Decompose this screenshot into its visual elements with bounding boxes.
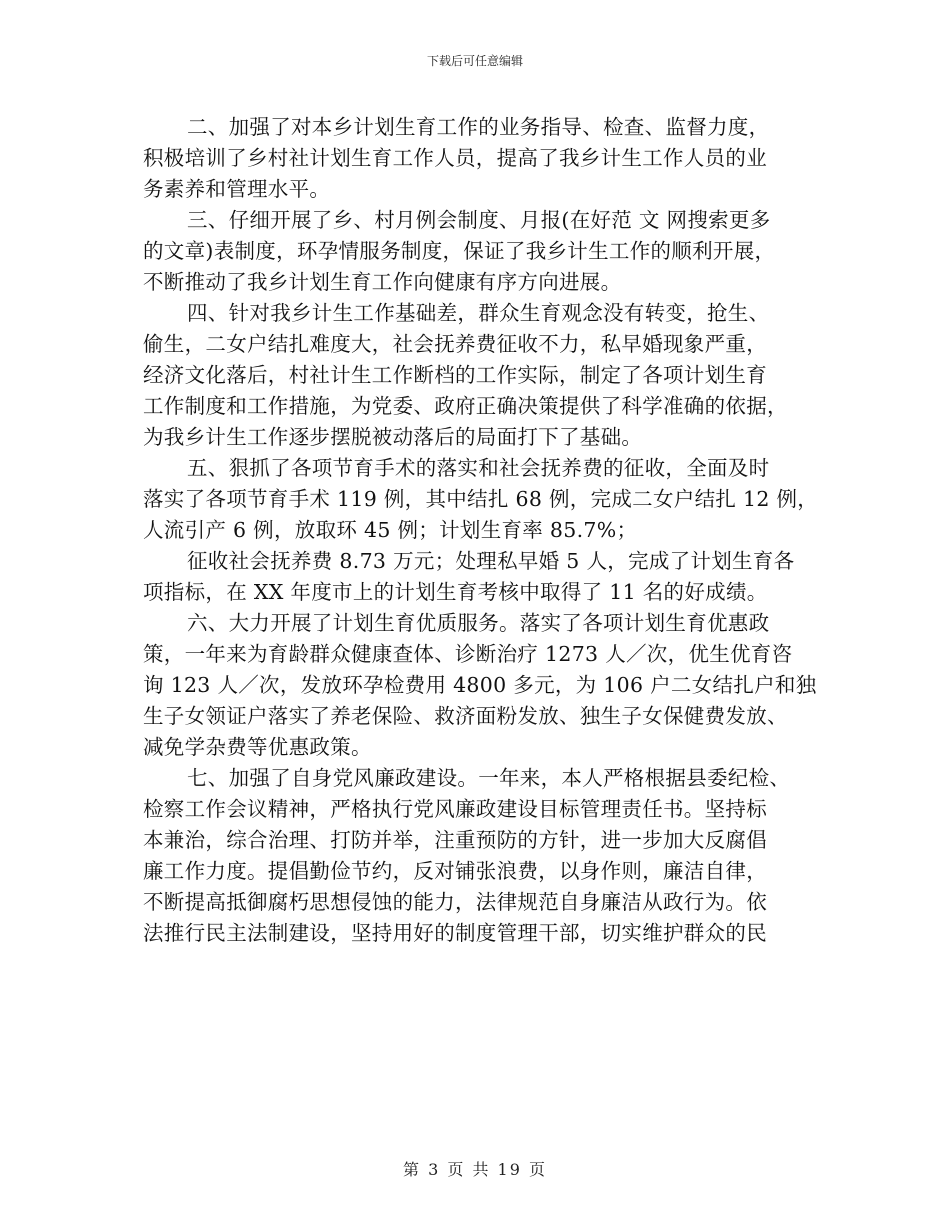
text-line: 工作制度和工作措施，为党委、政府正确决策提供了科学准确的依据， xyxy=(143,394,788,418)
text-line: 法推行民主法制建设，坚持用好的制度管理干部，切实维护群众的民 xyxy=(143,921,767,945)
text-line: 减免学杂费等优惠政策。 xyxy=(143,735,372,759)
text-line: 为我乡计生工作逐步摆脱被动落后的局面打下了基础。 xyxy=(143,425,643,449)
text-line: 五、狠抓了各项节育手术的落实和社会抚养费的征收，全面及时 xyxy=(187,456,770,480)
text-line: 偷生，二女户结扎难度大，社会抚养费征收不力，私早婚现象严重， xyxy=(143,332,767,356)
text-line: 落实了各项节育手术 119 例，其中结扎 68 例，完成二女户结扎 12 例， xyxy=(143,487,819,511)
page-header: 下载后可任意编辑 xyxy=(426,54,523,68)
text-line: 询 123 人／次，发放环孕检费用 4800 多元，为 106 户二女结扎户和独 xyxy=(143,673,817,697)
text-line: 本兼治，综合治理、打防并举，注重预防的方针，进一步加大反腐倡 xyxy=(143,828,767,852)
text-line: 不断提高抵御腐朽思想侵蚀的能力，法律规范自身廉洁从政行为。依 xyxy=(143,890,767,914)
text-line: 二、加强了对本乡计划生育工作的业务指导、检查、监督力度， xyxy=(187,115,770,139)
text-line: 务素养和管理水平。 xyxy=(143,177,331,201)
text-line: 廉工作力度。提倡勤俭节约，反对铺张浪费，以身作则，廉洁自律， xyxy=(143,859,767,883)
text-line: 积极培训了乡村社计划生育工作人员，提高了我乡计生工作人员的业 xyxy=(143,146,767,170)
text-line: 七、加强了自身党风廉政建设。一年来，本人严格根据县委纪检、 xyxy=(187,766,791,790)
text-line: 生子女领证户落实了养老保险、救济面粉发放、独生子女保健费发放、 xyxy=(143,704,788,728)
text-line: 策，一年来为育龄群众健康查体、诊断治疗 1273 人／次，优生优育咨 xyxy=(143,642,793,666)
text-line: 人流引产 6 例，放取环 45 例；计划生育率 85.7%； xyxy=(143,518,638,542)
text-line: 检察工作会议精神，严格执行党风廉政建设目标管理责任书。坚持标 xyxy=(143,797,767,821)
text-line: 的文章)表制度，环孕情服务制度，保证了我乡计生工作的顺利开展， xyxy=(143,239,776,263)
text-line: 不断推动了我乡计划生育工作向健康有序方向进展。 xyxy=(143,270,622,294)
text-line: 征收社会抚养费 8.73 万元；处理私早婚 5 人，完成了计划生育各 xyxy=(187,549,795,573)
text-line: 项指标，在 XX 年度市上的计划生育考核中取得了 11 名的好成绩。 xyxy=(143,580,768,604)
document-body xyxy=(143,112,823,949)
text-line: 三、仔细开展了乡、村月例会制度、月报(在好范 文 网搜索更多 xyxy=(187,208,771,232)
text-line: 六、大力开展了计划生育优质服务。落实了各项计划生育优惠政 xyxy=(187,611,770,635)
text-line: 四、针对我乡计生工作基础差，群众生育观念没有转变，抢生、 xyxy=(187,301,770,325)
page-footer: 第 3 页 共 19 页 xyxy=(403,1160,547,1179)
text-line: 经济文化落后，村社计生工作断档的工作实际，制定了各项计划生育 xyxy=(143,363,767,387)
